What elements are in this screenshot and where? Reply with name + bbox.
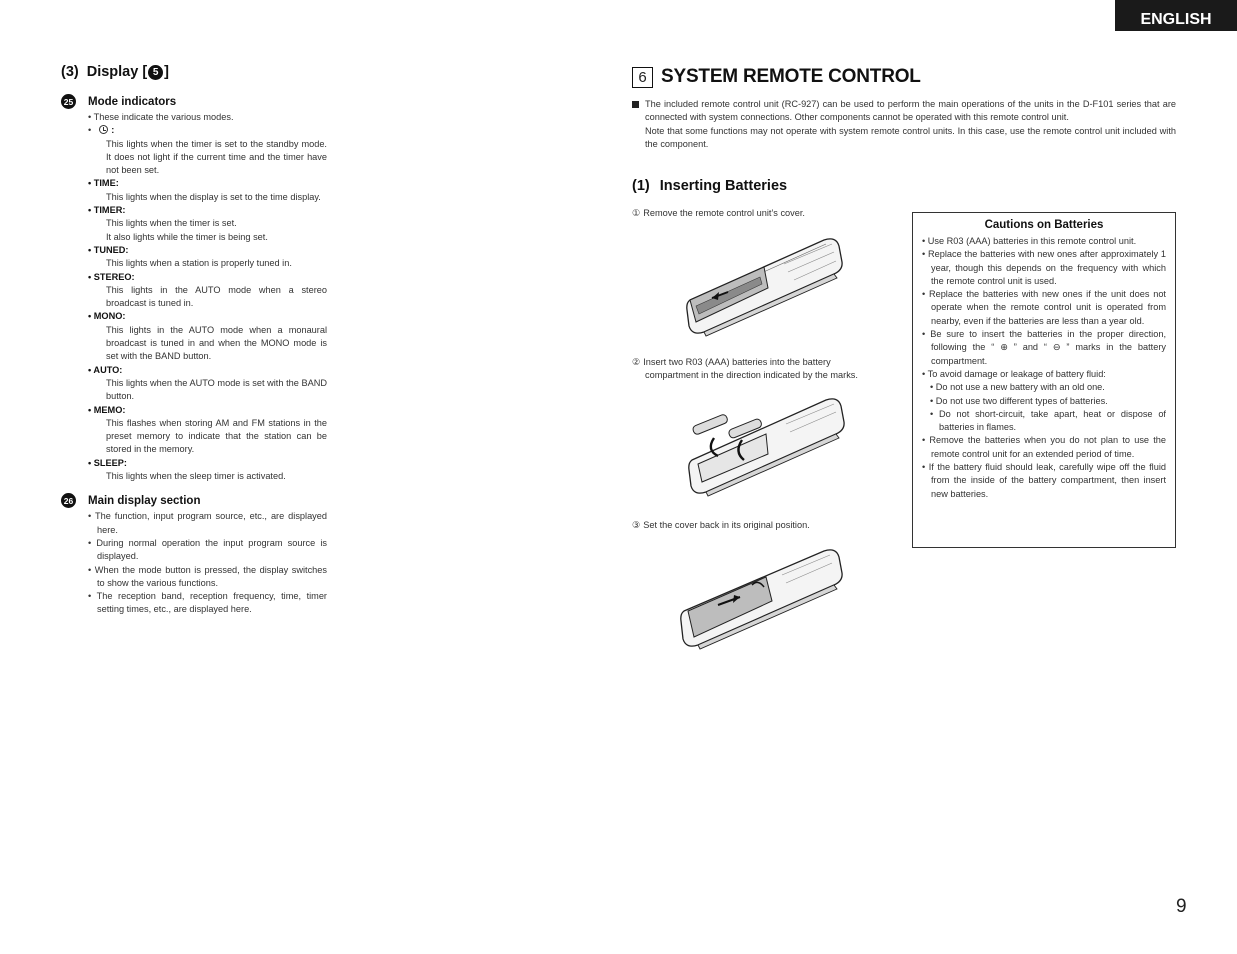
step-1 [632,207,805,220]
step-3 [632,519,810,532]
display-section-title-end: ] [164,64,170,80]
indicator-desc: This lights in the AUTO mode when a monaural broadcast is tuned in and when the MONO mode is set with the BAND button. [106,324,327,362]
step-text: Insert two R03 (AAA) batteries into the battery [643,357,831,367]
remote-insert-batteries-illustration [686,394,846,498]
indicator-label: • TIMER: [88,205,126,216]
indicator-label: • MONO: [88,311,126,322]
list-item: • When the mode button is pressed, the display switches to show the various functions. [88,564,327,591]
cautions-list [922,235,1166,501]
step-text: Remove the remote control unit’s cover. [643,208,805,218]
main-display-title: Main display section [88,494,201,507]
display-section-title: Display [ [86,64,148,80]
step-text-cont: compartment in the direction indicated by the marks. [645,370,858,381]
inserting-batteries-heading [632,178,787,194]
square-bullet-icon [632,101,639,108]
caution-item: • Remove the batteries when you do not plan to use the remote control unit for an extended period of time. [922,434,1166,461]
remote-replace-cover-illustration [678,545,848,651]
caution-item: • Replace the batteries with new ones after approximately 1 year, though this depends on the frequency with which the remote control unit is used. [922,248,1166,288]
indicator-desc: This lights when the sleep timer is activated. [106,471,286,482]
language-label: ENGLISH [1140,10,1212,28]
caution-subitem: • Do not use a new battery with an old one. [922,381,1166,394]
clock-icon [99,125,108,134]
indicator-label: • AUTO: [88,364,123,375]
system-remote-heading [632,66,921,88]
main-display-bullets [88,510,327,616]
caution-item: • Replace the batteries with new ones if the unit does not operate when the remote control unit is operated from nearby, even if the batteries are less than a year old. [922,288,1166,328]
caution-item: • If the battery fluid should leak, carefully wipe off the fluid from the inside of the battery compartment, then insert new batteries. [922,461,1166,501]
list-item: • The reception band, reception frequency, time, timer setting times, etc., are displayed here. [88,590,327,617]
main-display-heading [61,493,327,508]
subsection-number: (1) [632,178,650,194]
step-2 [632,356,858,383]
display-section-number: (3) [61,64,79,80]
mode-indicator-list [61,177,327,483]
display-section [61,64,327,617]
section-title: SYSTEM REMOTE CONTROL [661,66,921,87]
page-number: 9 [1176,896,1187,917]
timer-icon-row: • : [88,125,115,136]
indicator-desc: It also lights while the timer is being set. [106,231,268,242]
indicator-label: • STEREO: [88,271,135,282]
main-display-badge: 26 [61,493,76,508]
step-number: ① [632,208,641,218]
timer-icon-description: This lights when the timer is set to the standby mode. It does not light if the current time and the timer have not been set. [106,138,327,176]
indicator-desc: This flashes when storing AM and FM stations in the preset memory to indicate that the station can be stored in the memory. [106,417,327,455]
indicator-label: • MEMO: [88,404,126,415]
intro-note: Note that some functions may not operate with system remote control units. In this case, use the remote control unit included with the component. [645,125,1176,149]
mode-indicators-intro: • These indicate the various modes. [88,112,234,122]
display-heading [61,64,327,80]
remote-remove-cover-illustration [684,234,844,338]
mode-indicators-title: Mode indicators [88,95,177,108]
indicator-label: • SLEEP: [88,457,127,468]
caution-subitem: • Do not short-circuit, take apart, heat or dispose of batteries in flames. [922,408,1166,435]
cautions-title: Cautions on Batteries [984,219,1104,231]
caution-subitem: • Do not use two different types of batteries. [922,395,1166,408]
mode-indicators-heading [61,94,327,109]
step-number: ③ [632,520,641,530]
list-item: • During normal operation the input program source is displayed. [88,537,327,564]
mode-indicators-badge: 25 [61,94,76,109]
list-item: • The function, input program source, etc., are displayed here. [88,510,327,537]
caution-item: • To avoid damage or leakage of battery fluid: [922,368,1166,381]
step-number: ② [632,357,641,367]
system-remote-intro [632,98,1176,151]
indicator-label: • TIME: [88,178,119,189]
indicator-desc: This lights when the AUTO mode is set with the BAND button. [106,377,327,402]
indicator-desc: This lights when a station is properly tuned in. [106,258,292,269]
subsection-title: Inserting Batteries [659,178,788,194]
intro-paragraph: The included remote control unit (RC-927) can be used to perform the main operations of the units in the D-F101 series that are connected with system connections. Other components cannot be operated with this remote control unit. [645,99,1176,123]
caution-item: • Use R03 (AAA) batteries in this remote control unit. [922,235,1166,248]
section-number-box: 6 [632,67,653,88]
language-tab [1115,0,1237,31]
indicator-desc: This lights in the AUTO mode when a stereo broadcast is tuned in. [106,284,327,309]
cautions-box [912,212,1176,548]
step-text: Set the cover back in its original position. [643,520,810,530]
display-ref-badge: 5 [148,65,163,80]
indicator-desc: This lights when the timer is set. [106,218,237,229]
indicator-label: • TUNED: [88,244,129,255]
timer-icon-suffix: : [111,125,115,136]
caution-item: • Be sure to insert the batteries in the proper direction, following the “ ⊕ ” and “ ⊖ ” marks in the battery compartment. [922,328,1166,368]
indicator-desc: This lights when the display is set to the time display. [106,191,321,202]
